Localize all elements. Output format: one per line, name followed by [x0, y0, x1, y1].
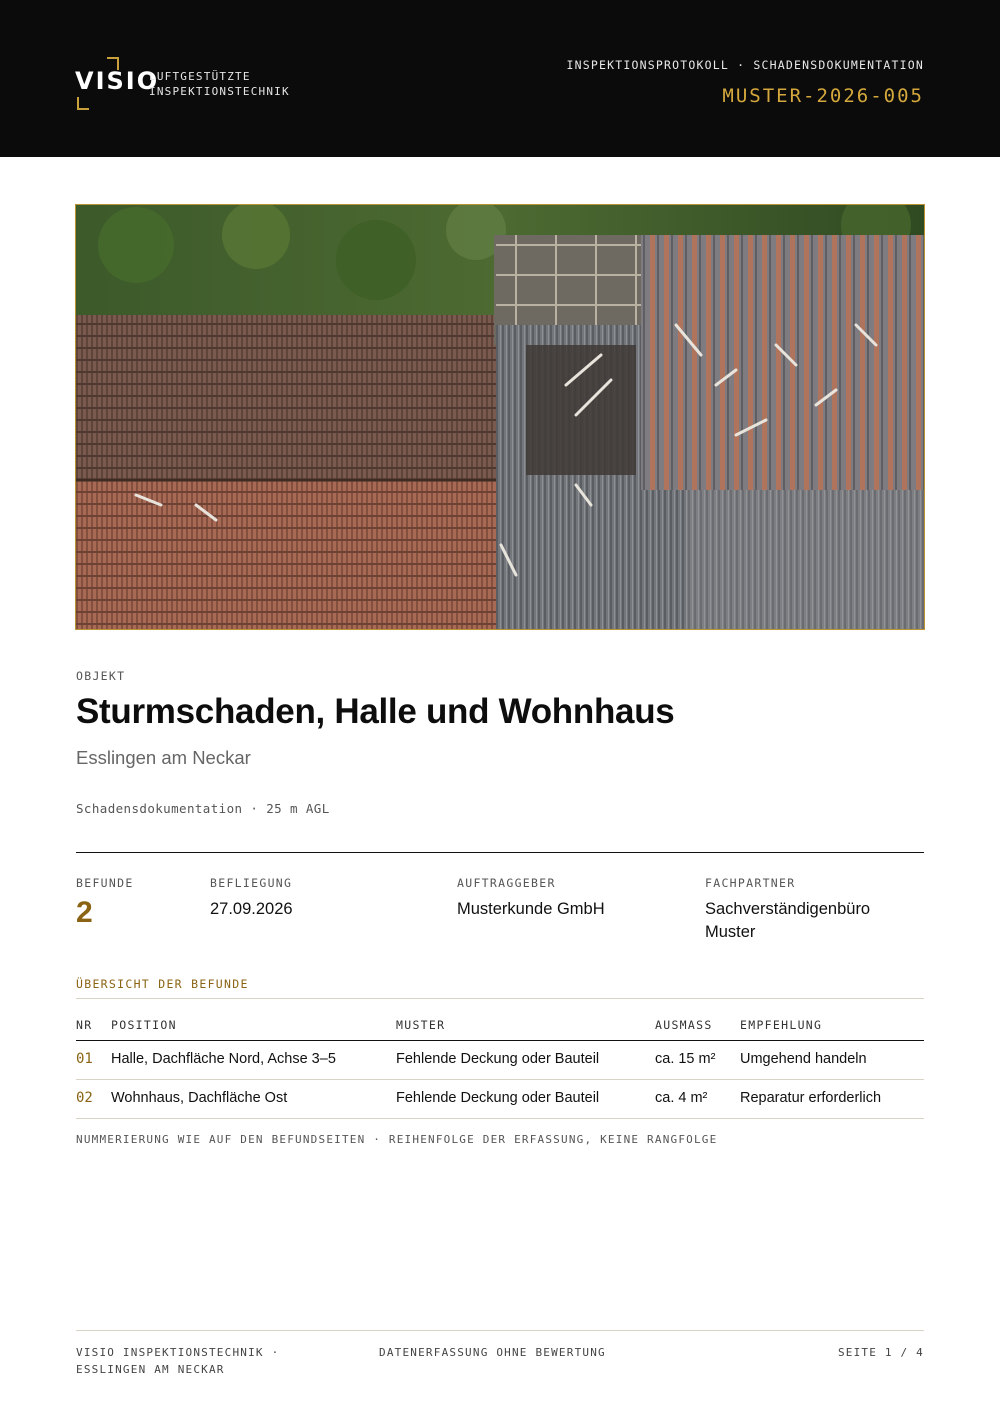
- footer-divider: [76, 1330, 924, 1331]
- column-header-position: POSITION: [111, 1018, 177, 1032]
- footer-company-line1: VISIO INSPEKTIONSTECHNIK ·: [76, 1346, 280, 1359]
- page-header: [0, 0, 1000, 157]
- row-recommendation: Reparatur erforderlich: [740, 1090, 882, 1106]
- row-divider: [76, 1079, 924, 1080]
- row-extent: ca. 4 m²: [655, 1090, 708, 1106]
- column-header-extent: AUSMASS: [655, 1018, 713, 1032]
- object-meta: Schadensdokumentation · 25 m AGL: [76, 801, 330, 816]
- object-location: Esslingen am Neckar: [76, 747, 251, 768]
- row-number: 02: [76, 1090, 93, 1106]
- findings-label: BEFUNDE: [76, 876, 134, 890]
- partner-name: Sachverständigenbüro Muster: [705, 900, 871, 941]
- partner-label: FACHPARTNER: [705, 876, 796, 890]
- aerial-roof-photo: [75, 204, 925, 630]
- divider: [76, 998, 924, 999]
- overview-title: ÜBERSICHT DER BEFUNDE: [76, 977, 249, 991]
- flight-date: 27.09.2026: [210, 900, 293, 918]
- row-extent: ca. 15 m²: [655, 1051, 716, 1067]
- table-note: NUMMERIERUNG WIE AUF DEN BEFUNDSEITEN · REIHENFOLGE DER ERFASSUNG, KEINE RANGFOLGE: [76, 1133, 718, 1146]
- logo-bracket-bottom: [77, 97, 89, 110]
- table-header-rule: [76, 1040, 924, 1041]
- column-header-recommendation: EMPFEHLUNG: [740, 1018, 823, 1032]
- client-label: AUFTRAGGEBER: [457, 876, 556, 890]
- column-header-nr: NR: [76, 1018, 93, 1032]
- object-title: Sturmschaden, Halle und Wohnhaus: [76, 692, 675, 731]
- row-position: Wohnhaus, Dachfläche Ost: [111, 1090, 288, 1106]
- row-pattern: Fehlende Deckung oder Bauteil: [396, 1051, 600, 1067]
- document-kicker: INSPEKTIONSPROTOKOLL · SCHADENSDOKUMENTATION: [566, 58, 924, 72]
- divider: [76, 852, 924, 853]
- page-number: SEITE 1 / 4: [837, 1346, 924, 1359]
- logo-wordmark: VISIO: [75, 67, 160, 95]
- findings-count: 2: [76, 896, 93, 929]
- footer-company-line2: ESSLINGEN AM NECKAR: [76, 1363, 225, 1376]
- logo-tagline-line1: LUFTGESTÜTZTE: [149, 70, 251, 83]
- logo-tagline-line2: INSPEKTIONSTECHNIK: [149, 85, 290, 98]
- row-position: Halle, Dachfläche Nord, Achse 3–5: [111, 1051, 336, 1067]
- row-divider: [76, 1118, 924, 1119]
- footer-company: [76, 1344, 279, 1378]
- row-pattern: Fehlende Deckung oder Bauteil: [396, 1090, 600, 1106]
- object-label: OBJEKT: [76, 669, 126, 683]
- footer-note: DATENERFASSUNG OHNE BEWERTUNG: [379, 1346, 606, 1359]
- row-number: 01: [76, 1051, 93, 1067]
- flight-label: BEFLIEGUNG: [210, 876, 293, 890]
- client-name: Musterkunde GmbH: [457, 900, 605, 918]
- logo-tagline: [149, 69, 290, 99]
- document-id: MUSTER-2026-005: [722, 85, 924, 107]
- column-header-pattern: MUSTER: [396, 1018, 446, 1032]
- row-recommendation: Umgehend handeln: [740, 1051, 867, 1067]
